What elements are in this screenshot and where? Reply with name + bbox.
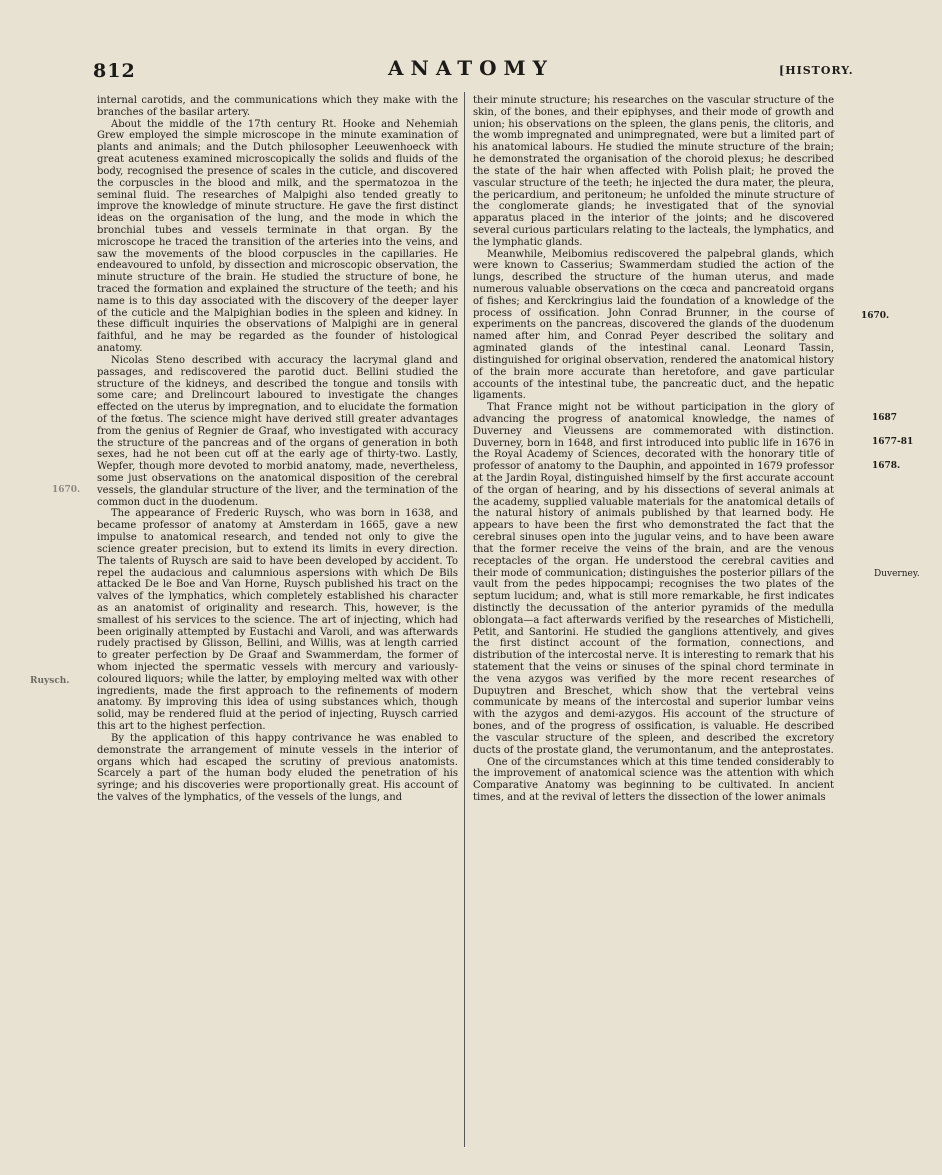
margin-note-duverney: Duverney. bbox=[874, 569, 920, 579]
running-title: ANATOMY bbox=[388, 56, 554, 80]
paragraph: About the middle of the 17th century Rt. Hooke and Nehemiah Grew employed the simple microscope in the minute examination of plants and animals; and the Dutch philosopher Leeuwenhoeck with great acuteness examined microscopically the solids and fluids of the body, recognised the presence of scales in the cuticle, and discovered the corpuscles in the blood and milk, and the spermatozoa in the seminal fluid. The researches of Malpighi also tended greatly to improve the knowledge of minute structure. He gave the first distinct ideas on the organisation of the lung, and the mode in which the bronchial tubes and vessels terminate in that organ. By the microscope he traced the transition of the arteries into the veins, and saw the movements of the blood corpuscles in the capillaries. He endeavoured to unfold, by dissection and microscopic observation, the minute structure of the brain. He studied the structure of bone, he traced the formation and explained the structure of the teeth; and his name is to this day associated with the discovery of the deeper layer of the cuticle and the Malpighian bodies in the spleen and kidney. In these difficult inquiries the observations of Malpighi are in general faithful, and he may be regarded as the founder of histological anatomy. bbox=[97, 118, 458, 355]
right-column bbox=[473, 95, 834, 804]
left-column bbox=[97, 95, 458, 804]
column-divider bbox=[464, 92, 465, 1147]
paragraph: The appearance of Frederic Ruysch, who was born in 1638, and became professor of anatomy at Amsterdam in 1665, gave a new impulse to anatomical research, and tended not only to give the science greater precision, but to extend its limits in every direction. The talents of Ruysch are said to have been developed by accident. To repel the audacious and calumnious aspersions with which De Bils attacked De le Boe and Van Horne, Ruysch published his tract on the valves of the lymphatics, which completely established his character as an anatomist of originality and research. This, however, is the smallest of his services to the science. The art of injecting, which had been originally attempted by Eustachi and Varoli, and was afterwards rudely practised by Glisson, Bellini, and Willis, was at length carried to greater perfection by De Graaf and Swammerdam, the former of whom injected the spermatic vessels with mercury and variously-coloured liquors; while the latter, by employing melted wax with other ingredients, made the first approach to the refinements of modern anatomy. By improving this idea of using substances which, though solid, may be rendered fluid at the period of injecting, Ruysch carried this art to the highest perfection. bbox=[97, 508, 458, 733]
page-header bbox=[0, 56, 942, 86]
margin-note-date: 1670. bbox=[861, 311, 890, 321]
margin-note-date: 1678. bbox=[872, 461, 901, 471]
paragraph: That France might not be without participation in the glory of advancing the progress of anatomical knowledge, the names of Duverney and Vieussens are commemorated with distinction. Duverney, born in 1648, and first introduced into public life in 1676 in the Royal Academy of Sciences, decorated with the honorary title of professor of anatomy to the Dauphin, and appointed in 1679 professor at the Jardin Royal, distinguished himself by the first accurate account of the organ of hearing, and by his dissections of several animals at the academy, supplied valuable materials for the anatomical details of the natural history of animals published by that learned body. He appears to have been the first who demonstrated the fact that the cerebral sinuses open into the jugular veins, and to have been aware that the former receive the veins of the brain, and are the venous receptacles of the organ. He understood the cerebral cavities and their mode of communication; distinguishes the posterior pillars of the vault from the pedes hippocampi; recognises the two plates of the septum lucidum; and, what is still more remarkable, he first indicates distinctly the decussation of the anterior pyramids of the medulla oblongata—a fact afterwards verified by the researches of Mistichelli, Petit, and Santorini. He studied the ganglions attentively, and gives the first distinct account of the formation, connections, and distribution of the intercostal nerve. It is interesting to remark that his statement that the veins or sinuses of the spinal chord terminate in the vena azygos was verified by the more recent researches of Dupuytren and Breschet, which show that the vertebral veins communicate by means of the intercostal and superior lumbar veins with the azygos and demi-azygos. His account of the structure of bones, and of the progress of ossification, is valuable. He described the vascular structure of the spleen, and described the excretory ducts of the prostate gland, the verumontanum, and the anteprostates. bbox=[473, 402, 834, 756]
margin-note-date: 1687 bbox=[872, 413, 898, 423]
paragraph: their minute structure; his researches on the vascular structure of the skin, of the bones, and their epiphyses, and their mode of growth and union; his observations on the spleen, the glans penis, the clitoris, and the womb impregnated and unimpregnated, were but a limited part of his anatomical labours. He studied the minute structure of the brain; he demonstrated the organisation of the choroid plexus; he described the state of the hair when affected with Polish plait; he proved the vascular structure of the teeth; he injected the dura mater, the pleura, the pericardium, and peritoneum; he unfolded the minute structure of the conglomerate glands; he investigated that of the synovial apparatus placed in the interior of the joints; and he discovered several curious particulars relating to the lacteals, the lymphatics, and the lymphatic glands. bbox=[473, 95, 834, 248]
margin-note-ruysch: Ruysch. bbox=[30, 676, 70, 686]
paragraph: By the application of this happy contrivance he was enabled to demonstrate the arrangement of minute vessels in the interior of organs which had escaped the scrutiny of previous anatomists. Scarcely a part of the human body eluded the penetration of his syringe; and his discoveries were proportionally great. His account of the valves of the lymphatics, of the vessels of the lungs, and bbox=[97, 732, 458, 803]
section-label: [HISTORY. bbox=[779, 64, 854, 77]
page-number: 812 bbox=[93, 60, 136, 82]
paragraph: Nicolas Steno described with accuracy the lacrymal gland and passages, and rediscovered the parotid duct. Bellini studied the structure of the kidneys, and described the tongue and tonsils with some care; and Drelincourt laboured to investigate the changes effected on the uterus by impregnation, and to elucidate the formation of the fœtus. The science might have derived still greater advantages from the genius of Regnier de Graaf, who investigated with accuracy the structure of the pancreas and of the organs of generation in both sexes, had he not been cut off at the early age of thirty-two. Lastly, Wepfer, though more devoted to morbid anatomy, made, nevertheless, some just observations on the anatomical disposition of the cerebral vessels, the glandular structure of the liver, and the termination of the common duct in the duodenum. bbox=[97, 354, 458, 508]
margin-note-date: 1677-81 bbox=[872, 437, 914, 447]
paragraph: One of the circumstances which at this time tended considerably to the improvement of anatomical science was the attention with which Comparative Anatomy was beginning to be cultivated. In ancient times, and at the revival of letters the dissection of the lower animals bbox=[473, 756, 834, 803]
paragraph: Meanwhile, Meibomius rediscovered the palpebral glands, which were known to Casserius; Swammerdam studied the action of the lungs, described the structure of the human uterus, and made numerous valuable observations on the cœca and pancreatoid organs of fishes; and Kerckringius laid the foundation of a knowledge of the process of ossification. John Conrad Brunner, in the course of experiments on the pancreas, discovered the glands of the duodenum named after him, and Conrad Peyer described the solitary and agminated glands of the intestinal canal. Leonard Tassin, distinguished for original observation, rendered the anatomical history of the brain more accurate than heretofore, and gave particular accounts of the intestinal tube, the pancreatic duct, and the hepatic ligaments. bbox=[473, 248, 835, 402]
margin-note-date: 1670. bbox=[52, 485, 81, 495]
paragraph: internal carotids, and the communications which they make with the branches of the basilar artery. bbox=[97, 95, 458, 118]
